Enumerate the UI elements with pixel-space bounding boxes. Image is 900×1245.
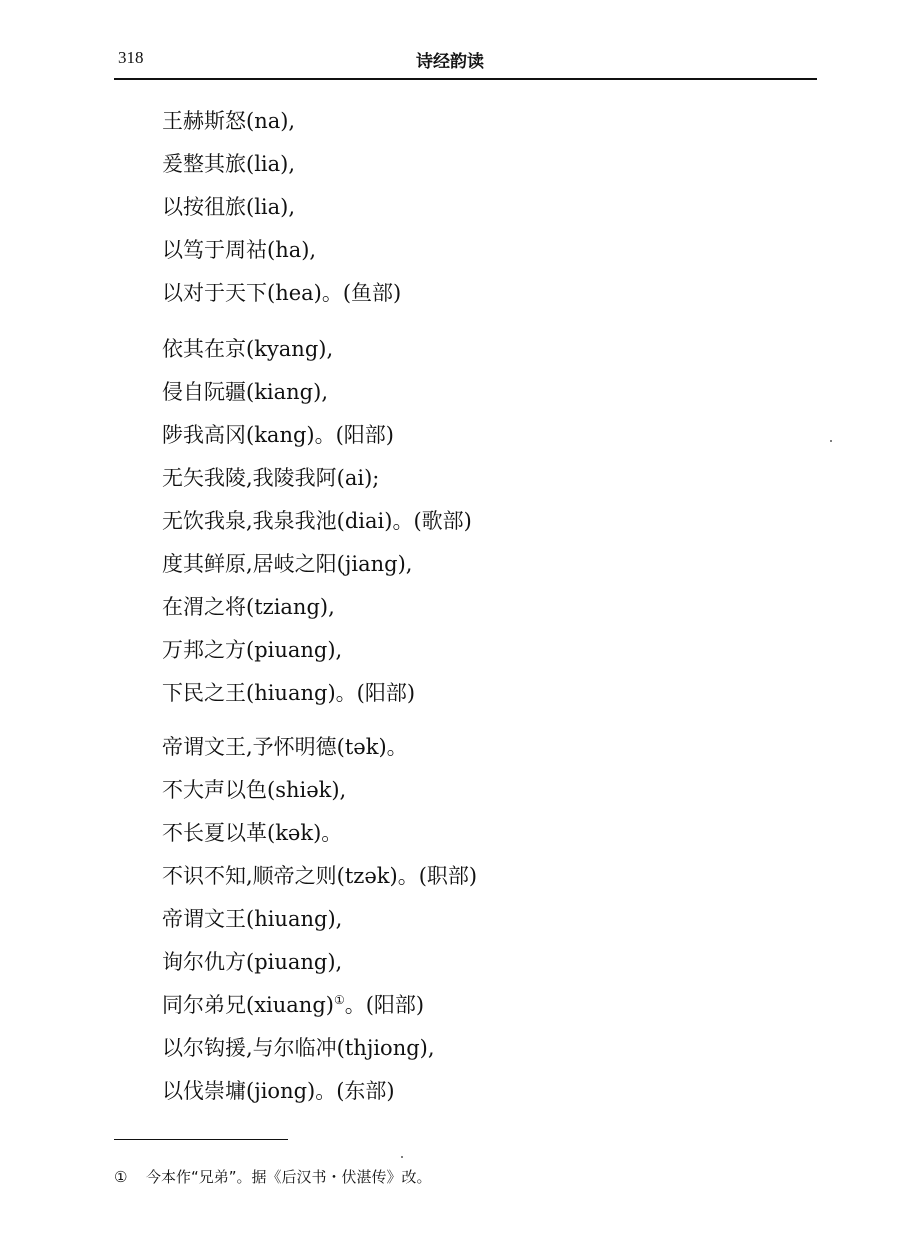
footnote-text: 今本作“兄弟”。据《后汉书・伏湛传》改。: [146, 1168, 432, 1186]
footnote-rule: [114, 1139, 288, 1140]
verse-line: 王赫斯怒(na),: [162, 109, 296, 133]
verse-line: 不长夏以革(kək)。: [162, 821, 343, 845]
verse-line: 不识不知,顺帝之则(tzək)。(职部): [162, 864, 478, 888]
verse-line: 爰整其旅(lia),: [162, 152, 296, 176]
footnote-mark: ①: [114, 1168, 128, 1186]
verse-line: 依其在京(kyang),: [162, 337, 334, 361]
verse-line-text: 同尔弟兄(xiuang): [162, 993, 334, 1017]
verse-line: 无矢我陵,我陵我阿(ai);: [162, 466, 380, 490]
verse-line: 询尔仇方(piuang),: [162, 950, 343, 974]
verse-line: 帝谓文王,予怀明德(tək)。: [162, 735, 408, 759]
running-title: 诗经韵读: [416, 52, 484, 72]
verse-line: 帝谓文王(hiuang),: [162, 907, 343, 931]
verse-line: 以笃于周祜(ha),: [162, 238, 317, 262]
verse-line: 以伐崇墉(jiong)。(东部): [162, 1079, 395, 1103]
scan-speck: [401, 1156, 403, 1158]
header-rule: [114, 78, 817, 80]
verse-line: 侵自阮疆(kiang),: [162, 380, 328, 404]
footnote-reference[interactable]: ①: [333, 993, 345, 1007]
verse-line-with-note: [162, 992, 424, 1018]
verse-line: 在渭之将(tziang),: [162, 595, 335, 619]
verse-line: 以对于天下(hea)。(鱼部): [162, 281, 402, 305]
verse-line: 不大声以色(shiək),: [162, 778, 347, 802]
page-number: 318: [118, 48, 144, 67]
footnote: [114, 1166, 432, 1187]
verse-line: 以按徂旅(lia),: [162, 195, 296, 219]
verse-line: 无饮我泉,我泉我池(diai)。(歌部): [162, 509, 472, 533]
verse-line: 万邦之方(piuang),: [162, 638, 343, 662]
verse-line: 度其鲜原,居岐之阳(jiang),: [162, 552, 413, 576]
verse-line: 陟我高冈(kang)。(阳部): [162, 423, 394, 447]
verse-line: 下民之王(hiuang)。(阳部): [162, 681, 416, 705]
scan-speck: [830, 440, 832, 442]
rhyme-group-label: 。(阳部): [344, 993, 425, 1017]
verse-line: 以尔钩援,与尔临冲(thjiong),: [162, 1036, 435, 1060]
